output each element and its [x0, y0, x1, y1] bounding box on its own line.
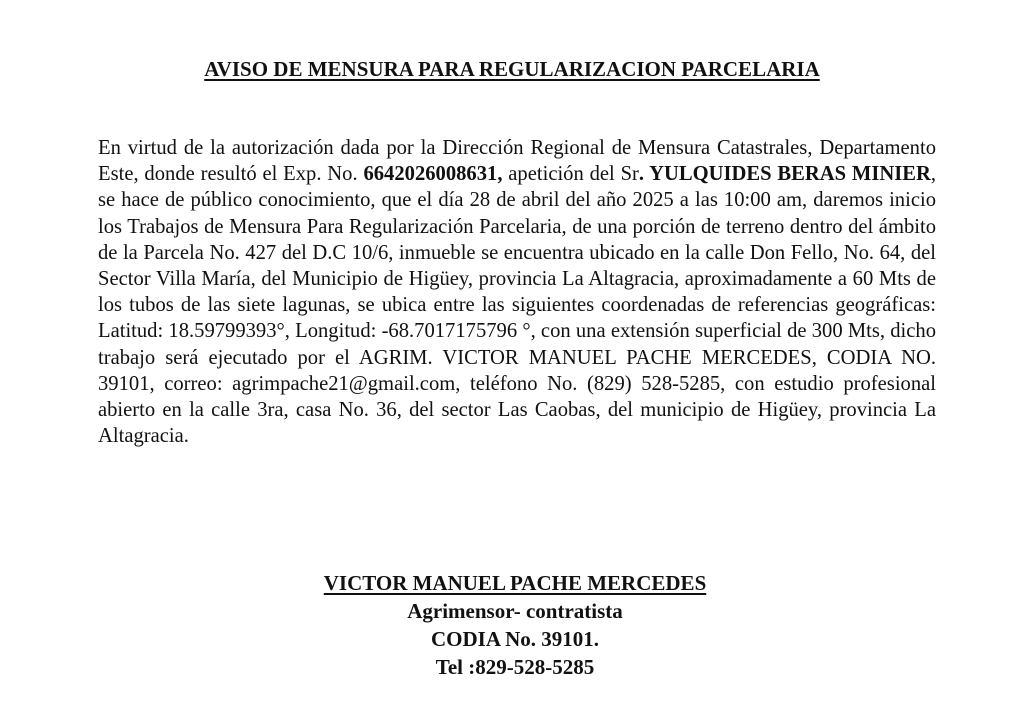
- body-segment-1: En virtud de la autorización dada por la Dirección Regional de Mensura Catastrales, Departamento Este, donde resultó el Exp. No.: [98, 137, 936, 186]
- signer-codia: CODIA No. 39101.: [430, 627, 599, 651]
- expediente-number: 6642026008631,: [363, 163, 503, 186]
- signer-name: VICTOR MANUEL PACHE MERCEDES: [323, 571, 707, 595]
- document-title: AVISO DE MENSURA PARA REGULARIZACION PARCELARIA: [204, 57, 820, 81]
- signer-role: Agrimensor- contratista: [407, 599, 623, 623]
- body-segment-2: apetición del Sr: [502, 163, 639, 186]
- signature-block: [0, 569, 1024, 681]
- notice-body: [98, 135, 936, 449]
- body-segment-3: , se hace de público conocimiento, que el día 28 de abril del año 2025 a las 10:00 am, daremos inicio los Trabajos de Mensura Para Regularización Parcelaria, de una porción de terreno dentro del ámbito de la Parcela No. 427 del D.C 10/6, inmueble se encuentra ubicado en la calle Don Fello, No. 64, del Sector Villa María, del Municipio de Higüey, provincia La Altagracia, aproximadamente a 60 Mts de los tubos de las siete lagunas, se ubica entre las siguientes coordenadas de referencias geográficas: Latitud: 18.59799393°, Longitud: -68.7017175796 °, con una extensión superficial de 300 Mts, dicho trabajo será ejecutado por el AGRIM. VICTOR MANUEL PACHE MERCEDES, CODIA NO. 39101, correo: agrimpache21@gmail.com, teléfono No. (829) 528-5285, con estudio profesional abierto en la calle 3ra, casa No. 36, del sector Las Caobas, del municipio de Higüey, provincia La Altagracia.: [98, 163, 936, 448]
- solicitante-name: . YULQUIDES BERAS MINIER: [638, 163, 931, 186]
- signer-phone: Tel :829-528-5285: [435, 655, 595, 679]
